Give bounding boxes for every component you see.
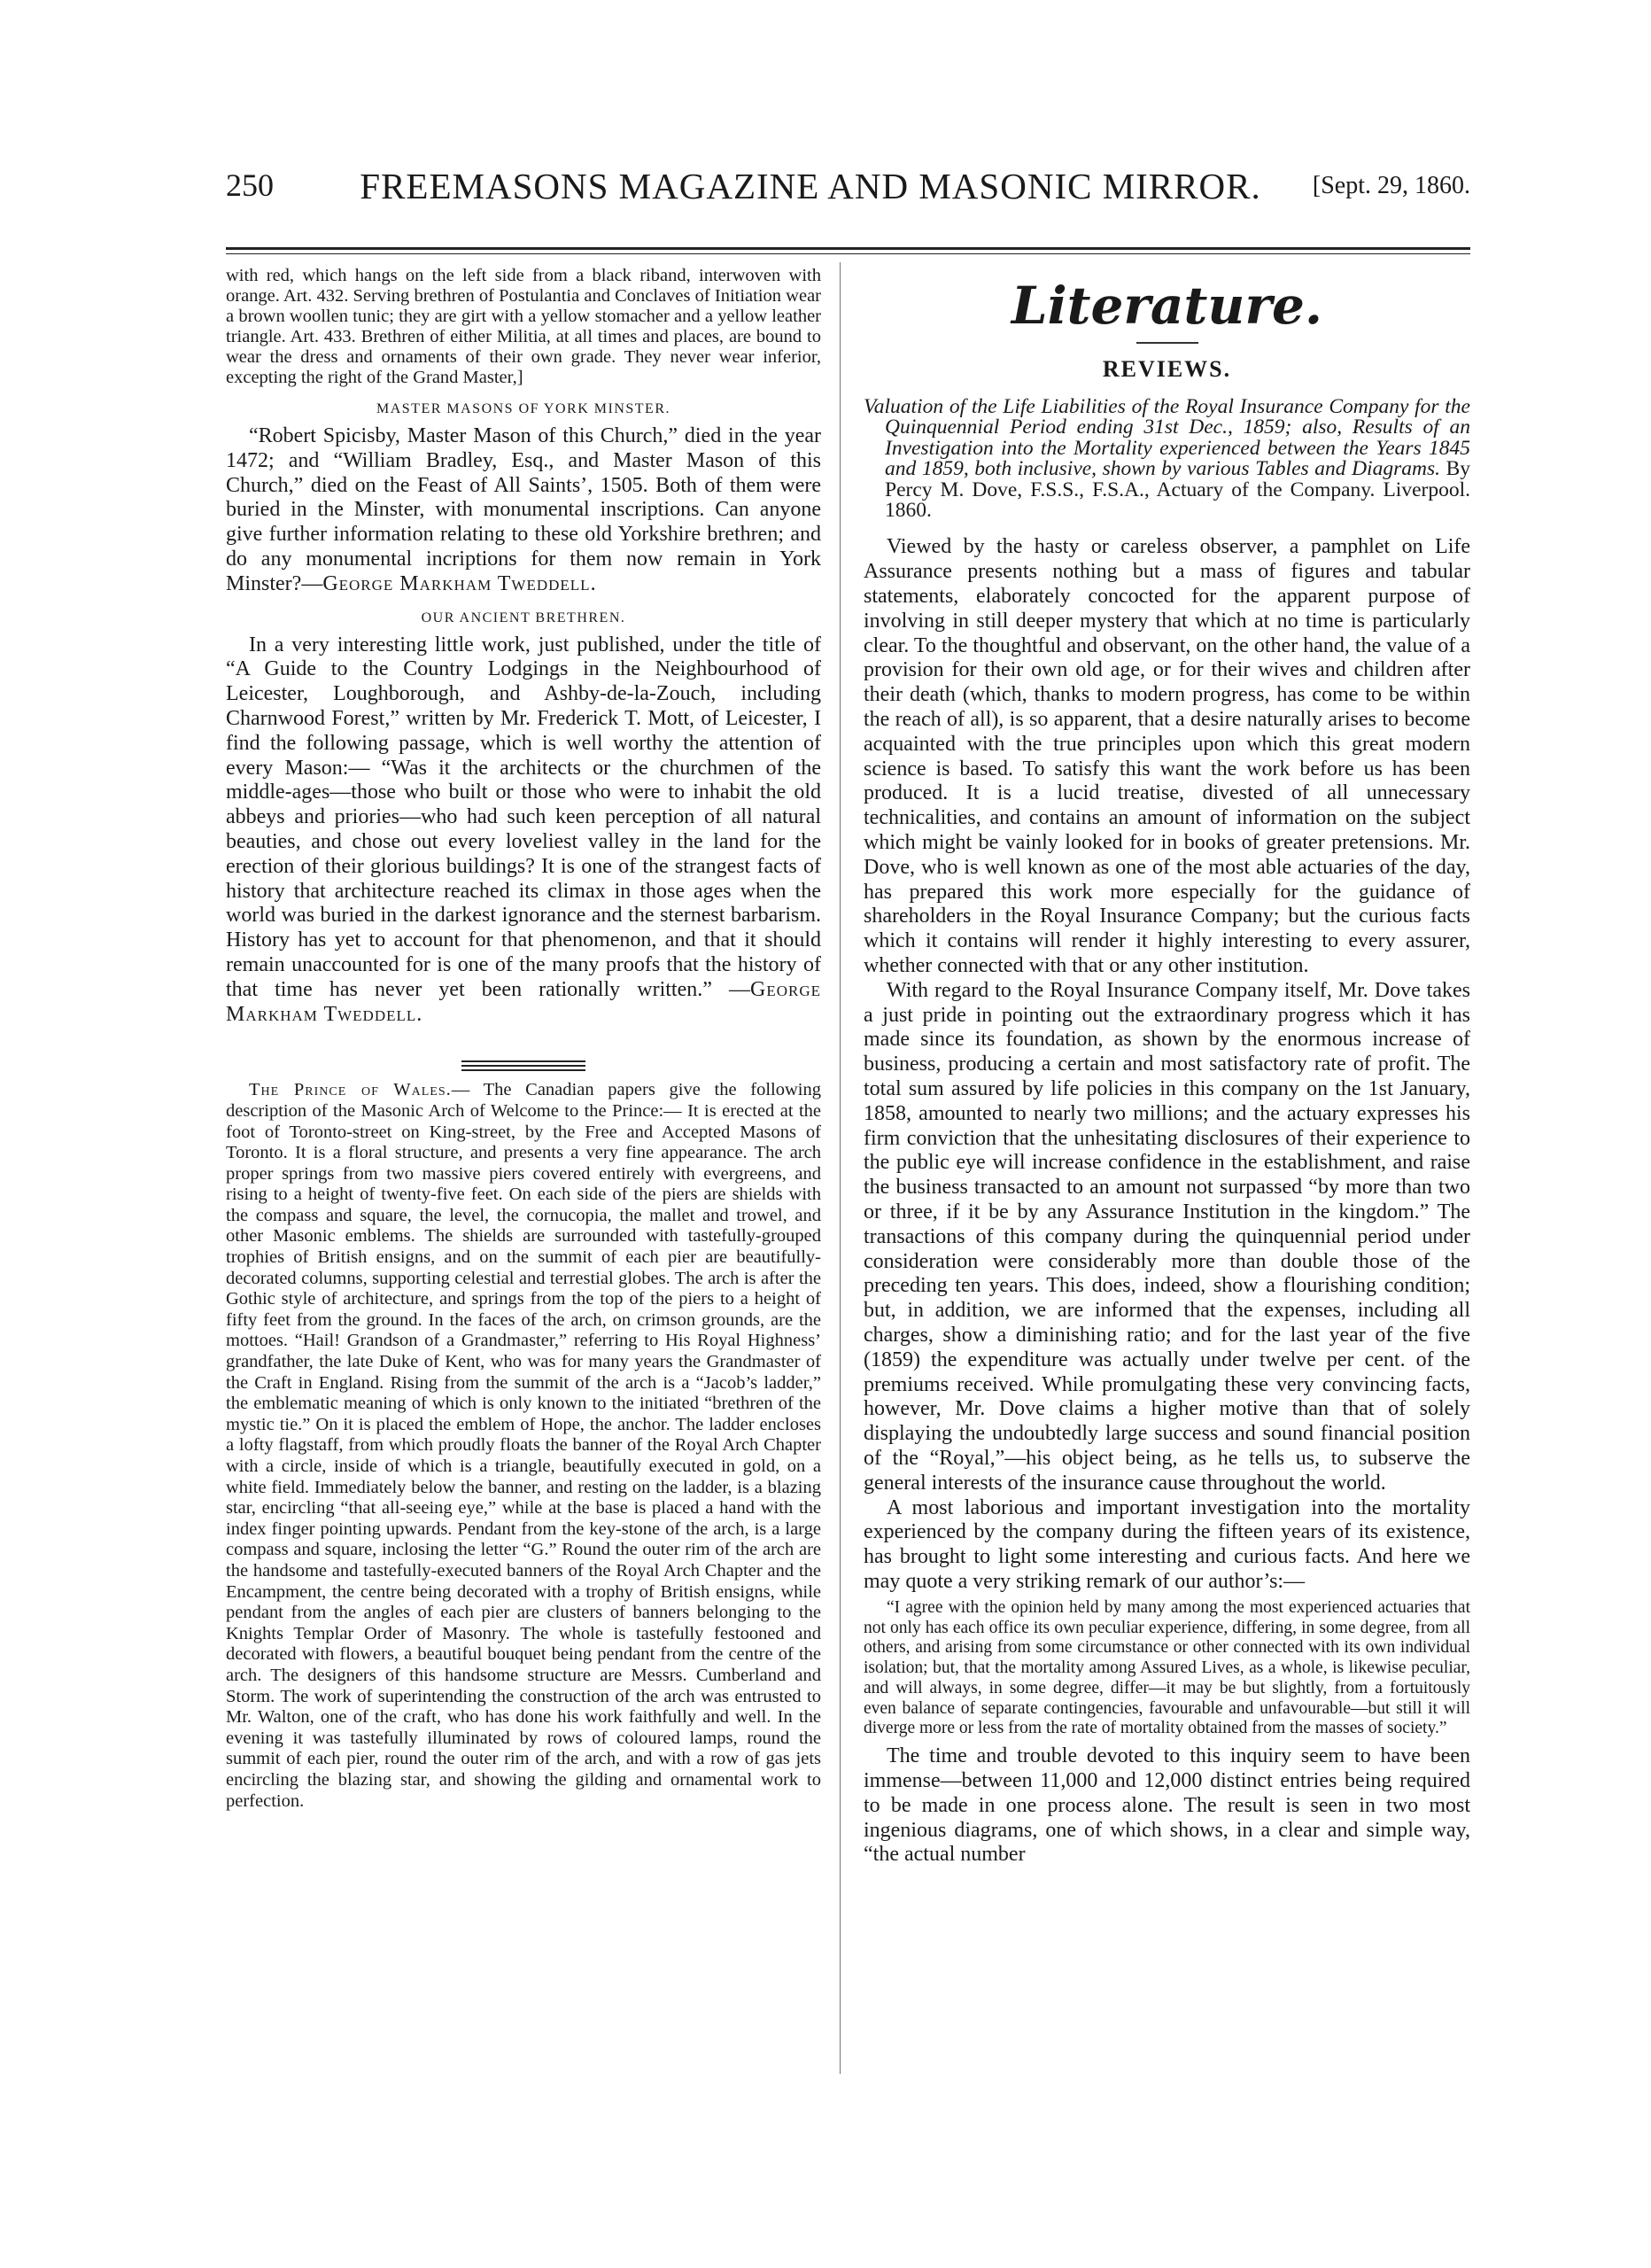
column-divider xyxy=(840,262,841,2074)
magazine-title: FREEMASONS MAGAZINE AND MASONIC MIRROR. xyxy=(360,166,1261,206)
literature-heading: Literature. xyxy=(1011,276,1323,336)
master-masons-text: “Robert Spicisby, Master Mason of this Church,” died in the year 1472; and “William Bradley, Esq., and Master Mason of this Church,” died on the Feast of All Saints’, 1505. Both of them were buried in the Minster, with monumental inscriptions. Can anyone give further information relating to these old Yorkshire brethren; and do any monumental incriptions for them now remain in York Minster?— xyxy=(226,424,821,595)
review-paragraph-4: The time and trouble devoted to this inquiry seem to have been immense—between 11,000 and 12,000 distinct entries being required to be made in one process alone. The result is seen in two most ingenious diagrams, one of which shows, in a clear and simple way, “the actual number xyxy=(864,1744,1470,1867)
prince-of-wales-lead: The Prince of Wales. xyxy=(249,1080,452,1100)
opening-paragraph: with red, which hangs on the left side from a black riband, interwoven with orange. Art. 432. Serving brethren of Postulantia and Conclaves of Initiation wear a brown woollen tunic; they are girt with a yellow stomacher and a yellow leather triangle. Art. 433. Brethren of either Militia, at all times and places, are bound to wear the dress and ornaments of their own grade. They never wear inferior, excepting the right of the Grand Master,] xyxy=(226,266,821,387)
ancient-brethren-article xyxy=(226,633,821,1028)
ancient-brethren-signature: George Markham Tweddell. xyxy=(226,977,821,1026)
right-column xyxy=(864,266,1470,1868)
section-heading-master-masons: MASTER MASONS OF YORK MINSTER. xyxy=(376,401,670,416)
review-book-title xyxy=(864,397,1470,521)
page-number: 250 xyxy=(226,167,274,203)
review-paragraph-1: Viewed by the hasty or careless observer, a pamphlet on Life Assurance presents nothing but a mass of figures and tabular statements, elaborately concocted for the apparent purpose of involving in still deeper mystery that which at no time is particularly clear. To the thoughtful and observant, on the other hand, the value of a provision for their own old age, or for their wives and children after their death (which, thanks to modern progress, has come to be within the reach of all), is so apparent, that a desire naturally arises to become acquainted with the true principles upon which this great modern science is based. To satisfy this want the work before us has been produced. It is a lucid treatise, divested of all unnecessary technicalities, and contains an amount of information on the subject which might be vainly looked for in books of greater pretensions. Mr. Dove, who is well known as one of the most able actuaries of the day, has prepared this work more especially for the guidance of shareholders in the Royal Insurance Company; but the curious facts which it contains will render it highly interesting to every assurer, whether connected with that or any other institution. xyxy=(864,535,1470,977)
page-header xyxy=(226,159,1470,213)
left-column xyxy=(226,266,821,1812)
review-paragraph-2: With regard to the Royal Insurance Company itself, Mr. Dove takes a just pride in pointing out the extraordinary progress which it has made since its foundation, as shown by the enormous increase of business, producing a certain and most satisfactory rate of profit. The total sum assured by life policies in this company on the 1st January, 1858, amounted to nearly two millions; and the actuary expresses his firm conviction that the unhesitating disclosures of their experience to the public eye will increase confidence in the establishment, and raise the business transacted to an amount not surpassed “by more than two or three, if it be by any Assurance Institution in the kingdom.” The transactions of this company during the quinquennial period under consideration were considerably more than double those of the preceding ten years. This does, indeed, show a flourishing condition; but, in addition, we are informed that the expenses, including all charges, show a diminishing ratio; and for the last year of the five (1859) the expenditure was actually under twelve per cent. of the premiums received. While promulgating these very convincing facts, however, Mr. Dove claims a higher motive than that of solely displaying the undoubtedly large success and sound financial position of the “Royal,”—his object being, as he tells us, to subserve the general interests of the insurance cause throughout the world. xyxy=(864,978,1470,1495)
literature-rule xyxy=(1136,342,1198,344)
prince-of-wales-text: — The Canadian papers give the following description of the Masonic Arch of Welcome to the Prince:— It is erected at the foot of Toronto-street on King-street, by the Free and Accepted Masons of Toronto. It is a floral structure, and presents a very fine appearance. The arch proper springs from two massive piers covered entirely with evergreens, and rising to a height of twenty-five feet. On each side of the piers are shields with the compass and square, the level, the cornucopia, the mallet and trowel, and other Masonic emblems. The shields are surrounded with tastefully-grouped trophies of British ensigns, and on the summit of each pier are beautifully-decorated columns, supporting celestial and terrestial globes. The arch is after the Gothic style of architecture, and springs from the top of the piers to a height of fifty feet from the ground. In the faces of the arch, on crimson grounds, are the mottoes. “Hail! Grandson of a Grandmaster,” referring to His Royal Highness’ grandfather, the late Duke of Kent, who was for many years the Grandmaster of the Craft in England. Rising from the summit of the arch is a “Jacob’s ladder,” the emblematic meaning of which is only known to the initiated “brethren of the mystic tie.” On it is placed the emblem of Hope, the anchor. The ladder encloses a lofty flagstaff, from which proudly floats the banner of the Royal Arch Chapter with a circle, inside of which is a triangle, beautifully executed in gold, on a white field. Immediately below the banner, and resting on the ladder, is a blazing star, encircling “that all-seeing eye,” while at the base is placed a hand with the index finger pointing upwards. Pendant from the key-stone of the arch, is a large compass and square, inclosing the letter “G.” Round the outer rim of the arch are the handsome and tastefully-executed banners of the Royal Arch Chapter and the Encampment, the centre being decorated with a trophy of British ensigns, while pendant from the angles of each pier are clusters of banners belonging to the Knights Templar Order of Masonry. The whole is tastefully festooned and decorated with flowers, a beautiful bouquet being pendant from the centre of the arch. The designers of this handsome structure are Messrs. Cumberland and Storm. The work of superintending the construction of the arch was entrusted to Mr. Walton, one of the craft, who has done his work faithfully and well. In the evening it was tastefully illuminated by rows of coloured lamps, round the summit of each pier, round the outer rim of the arch, and with a row of gas jets encircling the blazing star, and showing the gilding and ornamental work to perfection. xyxy=(226,1080,821,1811)
header-rule-thick xyxy=(226,247,1470,250)
prince-of-wales-article xyxy=(226,1080,821,1812)
review-paragraph-3: A most laborious and important investigation into the mortality experienced by the company during the fifteen years of its existence, has brought to light some interesting and curious facts. And here we may quote a very striking remark of our author’s:— xyxy=(864,1495,1470,1593)
ancient-brethren-text: In a very interesting little work, just published, under the title of “A Guide to the Country Lodgings in the Neighbourhood of Leicester, Loughborough, and Ashby-de-la-Zouch, including Charnwood Forest,” written by Mr. Frederick T. Mott, of Leicester, I find the following passage, which is well worthy the attention of every Mason:— “Was it the architects or the churchmen of the middle-ages—those who built or those who were to inhabit the old abbeys and priories—who had such keen perception of all natural beauties, and chose out every loveliest valley in the land for the erection of their glorious buildings? It is one of the strangest facts of history that architecture reached its climax in those ages when the world was buried in the darkest ignorance and the sternest barbarism. History has yet to account for that phenomenon, and that it should remain unaccounted for is one of the many proofs that the history of that time has never yet been rationally written.” — xyxy=(226,633,821,1001)
master-masons-signature: George Markham Tweddell. xyxy=(322,571,597,595)
reviews-heading: REVIEWS. xyxy=(1102,356,1232,382)
section-heading-ancient-brethren: OUR ANCIENT BRETHREN. xyxy=(421,610,626,625)
section-separator xyxy=(461,1060,585,1071)
book-title-text: Valuation of the Life Liabilities of the Royal Insurance Company for the Quinquennial Period ending 31st Dec., 1859; also, Results of an Investigation into the Mortality experienced between the Years 1845 and 1859, both inclusive, shown by various Tables and Diagrams. xyxy=(864,395,1470,481)
book-author: By Percy M. Dove, F.S.S., F.S.A., Actuary of the Company. Liverpool. 1860. xyxy=(885,457,1470,523)
header-rule-thin xyxy=(226,253,1470,254)
master-masons-article xyxy=(226,424,821,597)
issue-date: [Sept. 29, 1860. xyxy=(1312,172,1470,199)
review-quote: “I agree with the opinion held by many among the most experienced actuaries that not only has each office its own peculiar experience, differing, in some degree, from all others, and arising from some circumstance or other connected with its own individual isolation; but, that the mortality among Assured Lives, as a whole, is likewise peculiar, and will always, in some degree, differ—it may be but slightly, from a fortuitously even balance of separate contingencies, favourable and unfavourable—but still it will diverge more or less from the rate of mortality obtained from the masses of society.” xyxy=(864,1597,1470,1738)
